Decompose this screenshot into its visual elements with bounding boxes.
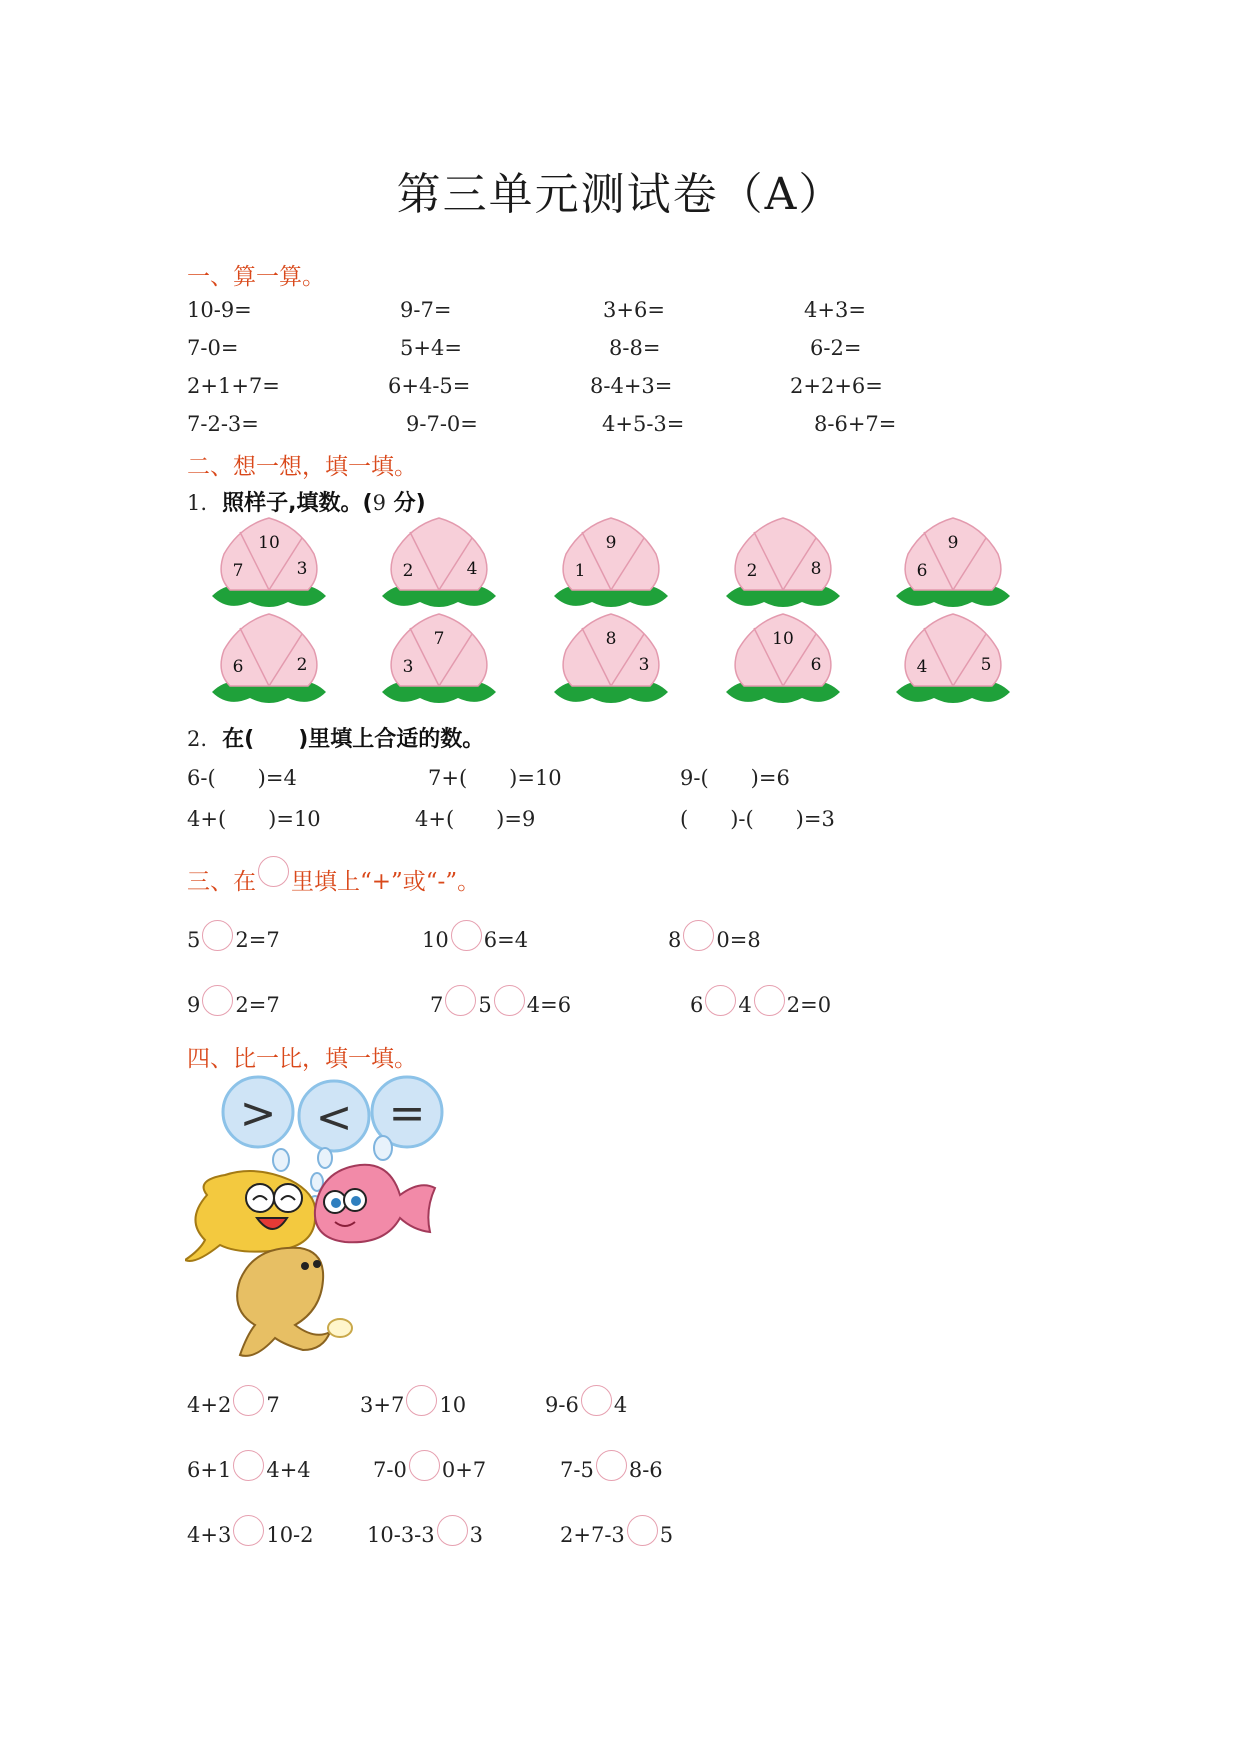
peach-number-card	[894, 610, 1012, 706]
peach-number-card	[380, 610, 498, 706]
circle-blank-icon	[258, 856, 289, 887]
right-expression: 8-6	[628, 1458, 663, 1482]
answer-circle[interactable]	[437, 1515, 468, 1546]
left-expression: 6+1	[187, 1458, 232, 1482]
operand: 4	[738, 993, 752, 1017]
peach-icon	[563, 614, 659, 686]
operand: 2=7	[235, 928, 280, 952]
peach-top-number: 10	[258, 533, 280, 553]
bubble-less-icon	[299, 1081, 369, 1151]
fill-blank-problem[interactable]: 6-( )=4	[187, 766, 297, 790]
peach-number-card	[210, 610, 328, 706]
peach-left-number: 7	[232, 561, 244, 581]
peach-left-number: 6	[232, 657, 244, 677]
peach-left-number: 1	[574, 561, 586, 581]
compare-problem	[187, 1450, 311, 1482]
section3-heading	[187, 856, 480, 896]
right-expression: 7	[266, 1393, 280, 1417]
problem: 3+6=	[603, 298, 665, 322]
peach-right-number: 8	[810, 559, 822, 579]
peach-number-card	[552, 610, 670, 706]
problem: 8-6+7=	[814, 412, 897, 436]
answer-circle[interactable]	[683, 920, 714, 951]
pink-fish-icon	[315, 1165, 435, 1243]
problem: 6-2=	[810, 336, 862, 360]
peach-number-card	[552, 514, 670, 610]
section3-heading-pre: 三、在	[187, 869, 256, 895]
brown-fish-icon	[237, 1248, 352, 1356]
sign-problem	[422, 920, 528, 952]
peach-top-number: 8	[605, 629, 617, 649]
answer-circle[interactable]	[705, 985, 736, 1016]
peach-number-card	[210, 514, 328, 610]
peach-left-number: 2	[402, 561, 414, 581]
right-expression: 4+4	[266, 1458, 311, 1482]
right-expression: 5	[659, 1523, 674, 1547]
operand: 4=6	[526, 993, 572, 1017]
answer-circle[interactable]	[202, 920, 233, 951]
operand: 2=0	[786, 993, 832, 1017]
answer-circle[interactable]	[406, 1385, 437, 1416]
peach-right-number: 3	[638, 655, 650, 675]
left-expression: 7-0	[373, 1458, 407, 1482]
problem: 10-9=	[187, 298, 252, 322]
q1-score-unit: 分)	[385, 491, 426, 516]
operand: 2=7	[235, 993, 280, 1017]
operand: 8	[668, 928, 682, 952]
peach-left-number: 2	[746, 561, 758, 581]
left-expression: 3+7	[360, 1393, 405, 1417]
bubble-symbol: =	[388, 1088, 426, 1139]
compare-problem	[360, 1385, 466, 1417]
q2-text: 在( )里填上合适的数。	[222, 727, 485, 752]
peach-number-card	[724, 514, 842, 610]
problem: 5+4=	[400, 336, 462, 360]
fill-blank-problem[interactable]: ( )-( )=3	[680, 807, 835, 831]
compare-problem	[560, 1515, 673, 1547]
answer-circle[interactable]	[233, 1450, 264, 1481]
peach-left-number: 6	[916, 561, 928, 581]
answer-circle[interactable]	[409, 1450, 440, 1481]
sign-problem	[187, 985, 280, 1017]
fill-blank-problem[interactable]: 9-( )=6	[680, 766, 790, 790]
left-expression: 4+3	[187, 1523, 232, 1547]
problem: 9-7-0=	[406, 412, 478, 436]
operand: 6	[690, 993, 704, 1017]
peach-top-number: 9	[605, 533, 617, 553]
peach-number-card	[724, 610, 842, 706]
compare-problem	[187, 1385, 280, 1417]
peach-number-card	[380, 514, 498, 610]
q1-instruction	[187, 486, 426, 517]
left-expression: 7-5	[560, 1458, 594, 1482]
operand: 9	[187, 993, 201, 1017]
compare-problem	[367, 1515, 483, 1547]
bubble-symbol: <	[315, 1092, 353, 1143]
left-expression: 2+7-3	[560, 1523, 625, 1547]
operand: 7	[430, 993, 444, 1017]
fill-blank-problem[interactable]: 7+( )=10	[428, 766, 562, 790]
operand: 5	[187, 928, 201, 952]
problem: 6+4-5=	[388, 374, 471, 398]
problem: 7-2-3=	[187, 412, 259, 436]
peach-top-number: 7	[433, 629, 445, 649]
left-expression: 10-3-3	[367, 1523, 435, 1547]
problem: 8-4+3=	[590, 374, 673, 398]
peach-left-number: 4	[916, 657, 928, 677]
problem: 4+3=	[804, 298, 866, 322]
answer-circle[interactable]	[233, 1515, 264, 1546]
section4-heading: 四、比一比，填一填。	[187, 1046, 417, 1072]
problem: 2+2+6=	[790, 374, 883, 398]
right-expression: 10-2	[266, 1523, 314, 1547]
fill-blank-problem[interactable]: 4+( )=10	[187, 807, 321, 831]
operand: 0=8	[716, 928, 761, 952]
problem: 8-8=	[609, 336, 661, 360]
peach-right-number: 3	[296, 559, 308, 579]
left-expression: 9-6	[545, 1393, 579, 1417]
right-expression: 0+7	[441, 1458, 487, 1482]
right-expression: 3	[469, 1523, 484, 1547]
compare-problem	[373, 1450, 486, 1482]
sign-problem	[430, 985, 571, 1017]
answer-circle[interactable]	[233, 1385, 264, 1416]
q1-text: 照样子,填数。(	[222, 491, 373, 516]
problem: 2+1+7=	[187, 374, 280, 398]
fish-illustration	[185, 1070, 455, 1370]
operand: 6=4	[483, 928, 529, 952]
q2-number: 2.	[187, 727, 208, 751]
q1-number: 1.	[187, 491, 208, 515]
answer-circle[interactable]	[445, 985, 476, 1016]
answer-circle[interactable]	[202, 985, 233, 1016]
right-expression: 4	[613, 1393, 628, 1417]
sign-problem	[668, 920, 761, 952]
answer-circle[interactable]	[627, 1515, 658, 1546]
peach-top-number: 9	[947, 533, 959, 553]
peach-left-number: 3	[402, 657, 414, 677]
peach-top-number: 10	[772, 629, 794, 649]
peach-right-number: 5	[980, 655, 992, 675]
sign-problem	[187, 920, 280, 952]
answer-circle[interactable]	[581, 1385, 612, 1416]
section1-heading: 一、算一算。	[187, 264, 325, 290]
section2-heading: 二、想一想，填一填。	[187, 454, 417, 480]
compare-problem	[545, 1385, 627, 1417]
operand: 5	[478, 993, 492, 1017]
answer-circle[interactable]	[494, 985, 525, 1016]
left-expression: 4+2	[187, 1393, 232, 1417]
bubble-greater-icon	[223, 1077, 293, 1147]
peach-right-number: 4	[466, 559, 478, 579]
answer-circle[interactable]	[596, 1450, 627, 1481]
bubble-symbol: >	[239, 1088, 277, 1139]
section3-heading-post: 里填上“+”或“-”。	[291, 869, 481, 895]
operand: 10	[422, 928, 449, 952]
problem: 7-0=	[187, 336, 239, 360]
q2-instruction	[187, 722, 484, 753]
peach-icon	[735, 614, 831, 686]
right-expression: 10	[439, 1393, 467, 1417]
peach-number-card	[894, 514, 1012, 610]
answer-circle[interactable]	[754, 985, 785, 1016]
fill-blank-problem[interactable]: 4+( )=9	[415, 807, 536, 831]
compare-problem	[187, 1515, 314, 1547]
peach-right-number: 2	[296, 655, 308, 675]
q1-score: 9	[372, 491, 386, 515]
sign-problem	[690, 985, 831, 1017]
problem: 9-7=	[400, 298, 452, 322]
peach-right-number: 6	[810, 655, 822, 675]
compare-problem	[560, 1450, 663, 1482]
page-title: 第三单元测试卷（A）	[396, 169, 845, 220]
answer-circle[interactable]	[451, 920, 482, 951]
problem: 4+5-3=	[602, 412, 685, 436]
